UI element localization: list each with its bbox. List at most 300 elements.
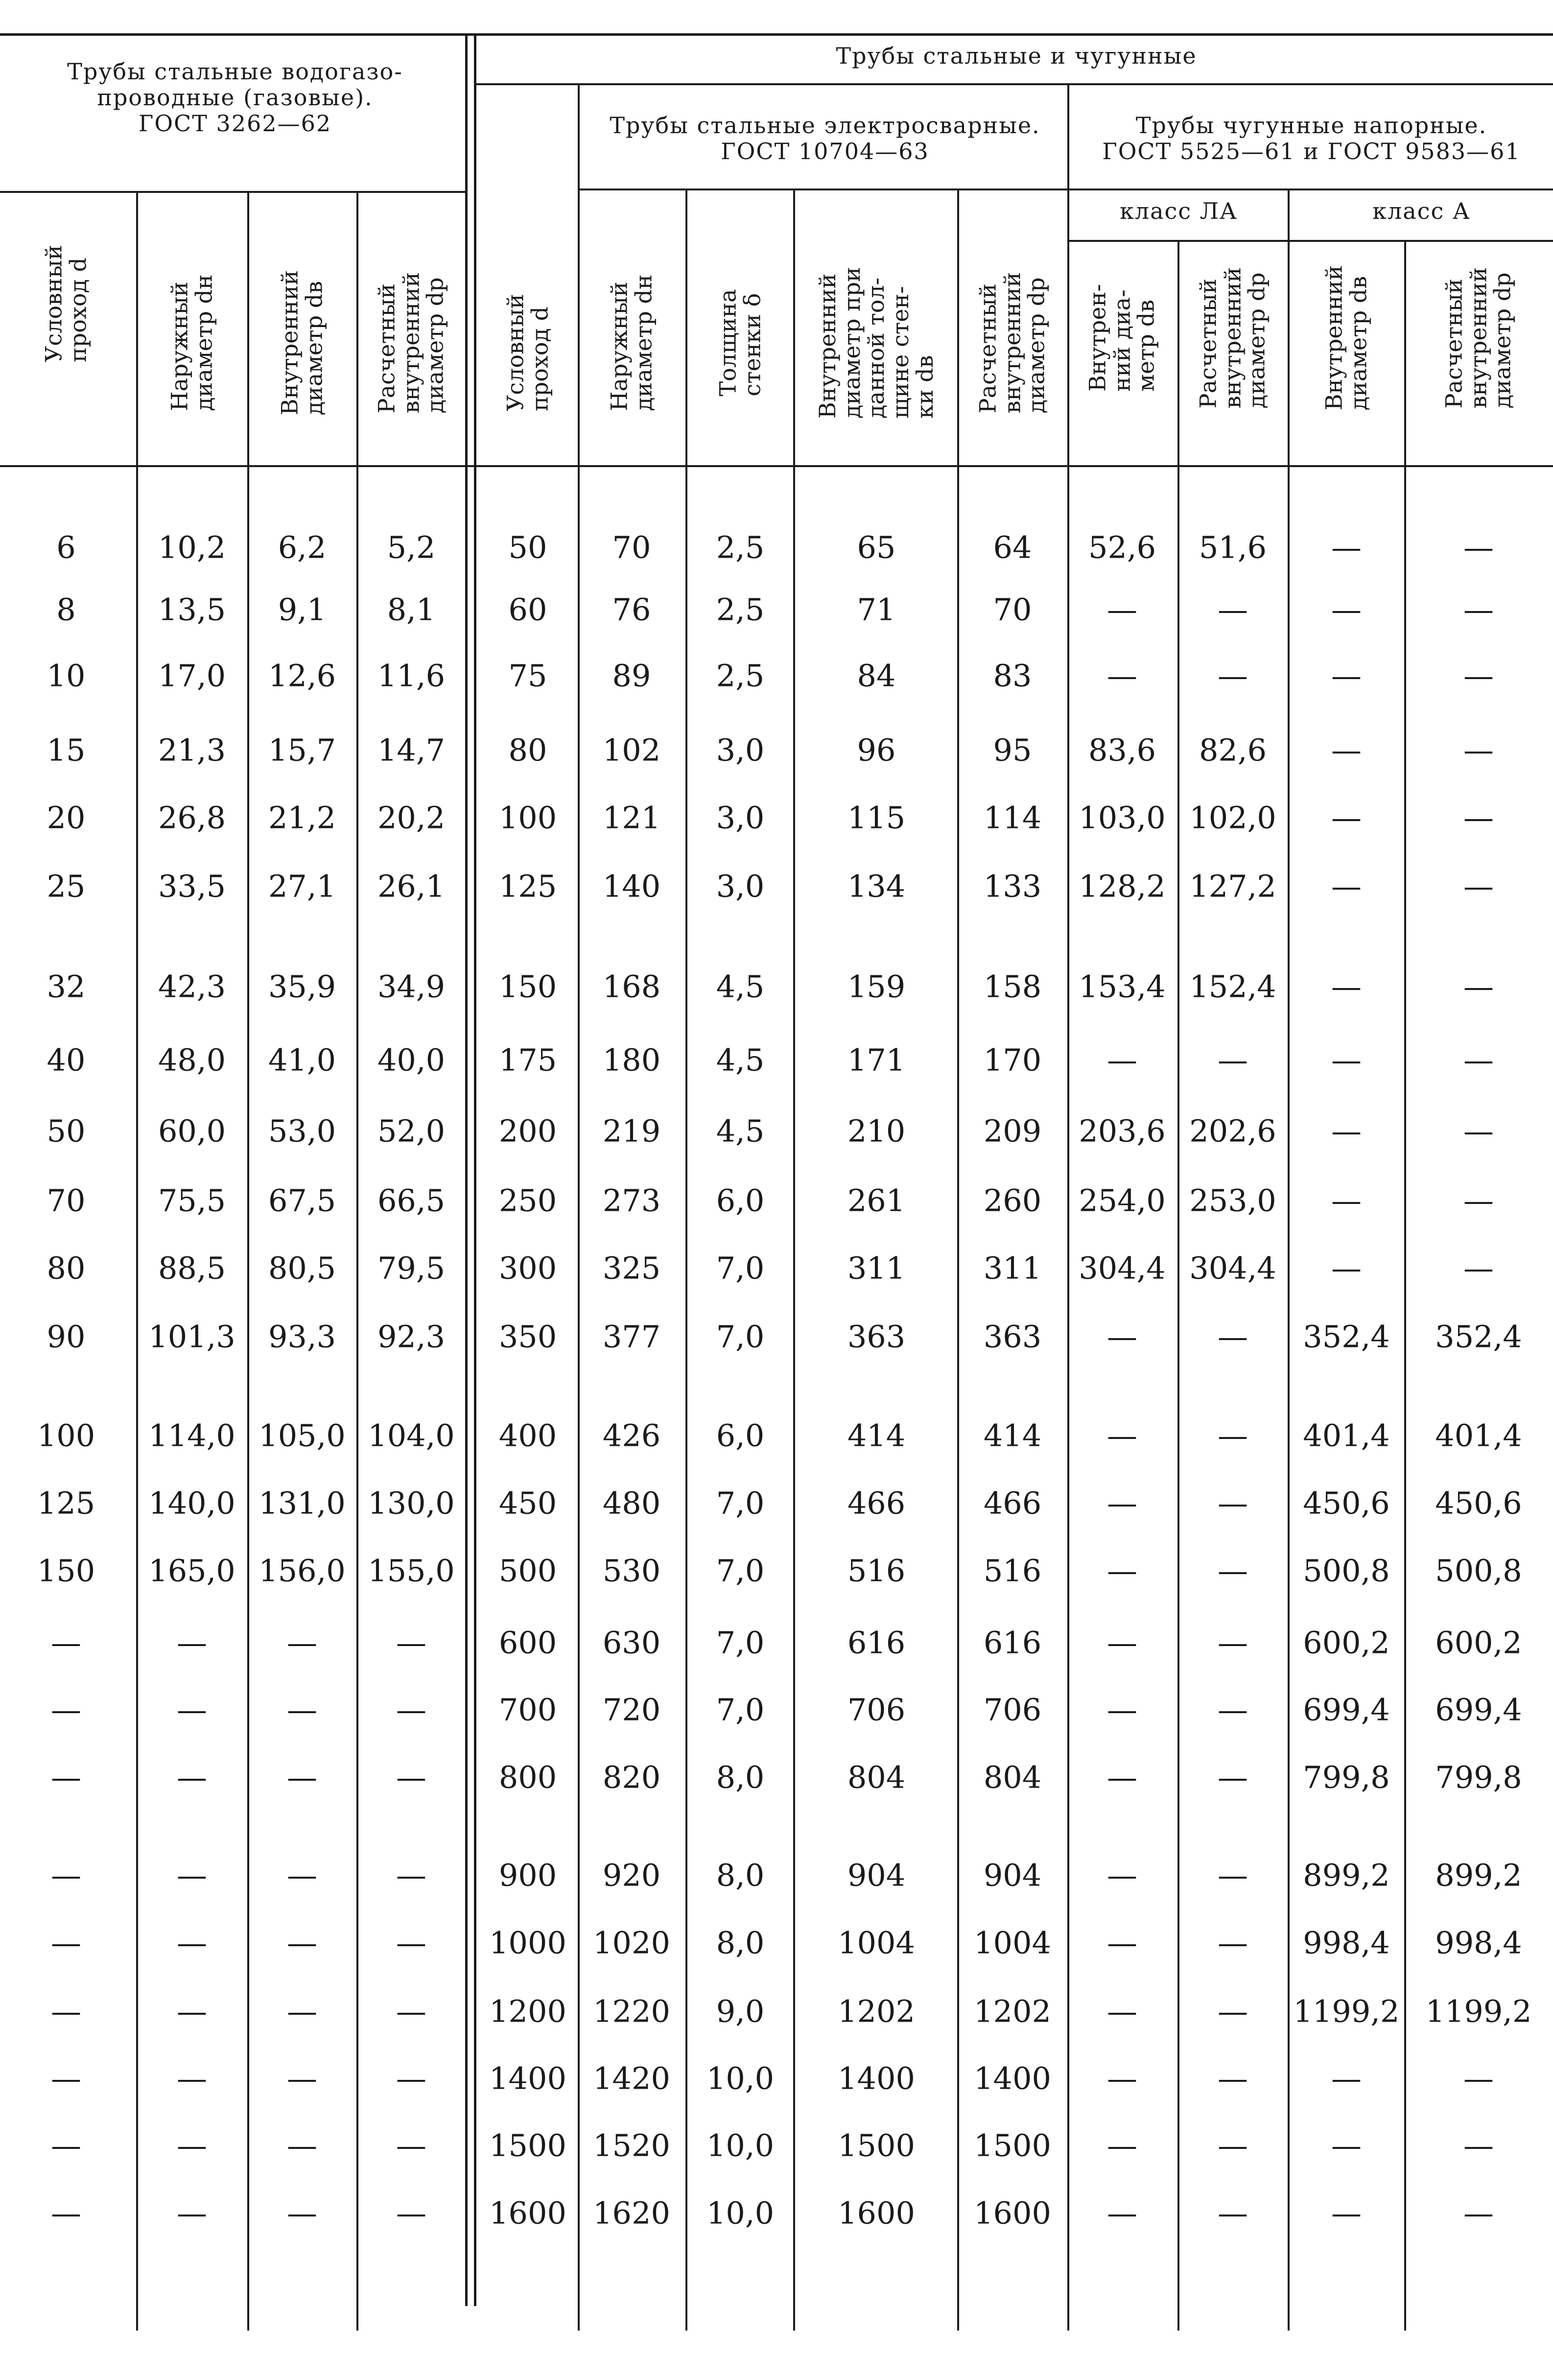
table-cell: — — [1218, 1319, 1248, 1355]
table-cell: — — [1463, 1042, 1494, 1078]
table-cell: 401,4 — [1303, 1417, 1390, 1454]
table-cell: 260 — [983, 1182, 1042, 1219]
table-cell: 26,8 — [158, 800, 226, 836]
table-cell: 7,0 — [716, 1553, 765, 1589]
table-cell: — — [1331, 800, 1362, 836]
table-cell: 80,5 — [268, 1250, 336, 1286]
table-cell: 700 — [498, 1692, 557, 1728]
table-cell: — — [1218, 2060, 1248, 2097]
column-label-12: Внутренний диаметр dв — [1320, 265, 1371, 411]
table-cell: 48,0 — [158, 1042, 226, 1078]
table-cell: — — [287, 2127, 317, 2164]
table-cell: — — [1463, 658, 1494, 694]
table-cell: 90 — [47, 1319, 86, 1355]
table-cell: 1000 — [489, 1925, 566, 1961]
table-cell: — — [1463, 868, 1494, 904]
table-cell: 96 — [857, 732, 896, 768]
table-cell: 466 — [983, 1485, 1042, 1521]
table-cell: 10,2 — [158, 529, 226, 566]
table-cell: 140 — [602, 868, 661, 904]
left-header-rule — [0, 191, 465, 193]
table-cell: 1500 — [489, 2127, 566, 2164]
table-cell: 76 — [612, 591, 651, 628]
table-cell: — — [1218, 1485, 1248, 1521]
table-cell: 530 — [602, 1553, 661, 1589]
table-cell: — — [1107, 591, 1137, 628]
table-cell: 84 — [857, 658, 896, 694]
table-cell: 1220 — [593, 1993, 670, 2029]
table-cell: 40,0 — [377, 1042, 446, 1078]
right-group-rule — [476, 83, 1553, 85]
table-cell: 1004 — [974, 1925, 1051, 1961]
table-cell: — — [1218, 1759, 1248, 1795]
table-cell: 11,6 — [377, 658, 446, 694]
table-cell: 158 — [983, 968, 1042, 1005]
table-cell: — — [1107, 1417, 1137, 1454]
table-cell: 4,5 — [716, 968, 765, 1005]
table-cell: 9,1 — [278, 591, 327, 628]
table-cell: — — [287, 1692, 317, 1728]
table-cell: 83,6 — [1088, 732, 1156, 768]
table-cell: 104,0 — [368, 1417, 455, 1454]
table-cell: 41,0 — [268, 1042, 336, 1078]
table-cell: 130,0 — [368, 1485, 455, 1521]
table-cell: 35,9 — [268, 968, 336, 1005]
table-cell: — — [1331, 732, 1362, 768]
table-cell: 165,0 — [148, 1553, 235, 1589]
table-cell: 311 — [983, 1250, 1042, 1286]
table-cell: 1500 — [974, 2127, 1051, 2164]
table-cell: 26,1 — [377, 868, 446, 904]
table-cell: 150 — [498, 968, 557, 1005]
table-cell: — — [51, 2060, 81, 2097]
table-cell: 500,8 — [1435, 1553, 1522, 1589]
table-cell: — — [1107, 1485, 1137, 1521]
col-line-9 — [1177, 240, 1179, 2331]
table-cell: 102,0 — [1189, 800, 1276, 836]
table-cell: 400 — [498, 1417, 557, 1454]
table-cell: 70 — [612, 529, 651, 566]
table-cell: 32 — [47, 968, 86, 1005]
table-cell: 89 — [612, 658, 651, 694]
column-label-2: Наружный диаметр dн — [166, 274, 217, 411]
table-cell: — — [177, 1857, 207, 1893]
table-cell: — — [177, 1759, 207, 1795]
table-cell: 6,2 — [278, 529, 327, 566]
table-cell: 125 — [37, 1485, 95, 1521]
table-cell: 7,0 — [716, 1250, 765, 1286]
table-cell: 616 — [983, 1625, 1042, 1661]
table-cell: — — [1331, 1182, 1362, 1219]
top-rule — [0, 33, 1553, 36]
table-cell: 156,0 — [259, 1553, 346, 1589]
table-cell: 9,0 — [716, 1993, 765, 2029]
table-cell: 7,0 — [716, 1319, 765, 1355]
table-cell: — — [1218, 591, 1248, 628]
column-label-10: Внутрен- ний диа- метр dв — [1084, 284, 1159, 392]
table-cell: — — [51, 1759, 81, 1795]
table-cell: 4,5 — [716, 1042, 765, 1078]
table-cell: 159 — [847, 968, 906, 1005]
table-cell: 706 — [847, 1692, 906, 1728]
table-cell: — — [396, 1993, 426, 2029]
table-cell: 6,0 — [716, 1417, 765, 1454]
table-cell: 13,5 — [158, 591, 226, 628]
table-cell: — — [51, 1692, 81, 1728]
table-cell: — — [287, 2060, 317, 2097]
group-right-title: Трубы стальные и чугунные — [836, 43, 1197, 69]
table-cell: — — [1463, 1250, 1494, 1286]
table-cell: — — [1218, 1553, 1248, 1589]
table-cell: 40 — [47, 1042, 86, 1078]
table-cell: — — [1331, 2127, 1362, 2164]
col-line-2 — [247, 191, 249, 2331]
table-cell: 21,2 — [268, 800, 336, 836]
table-cell: — — [396, 1759, 426, 1795]
table-cell: — — [287, 1625, 317, 1661]
table-cell: — — [1107, 1993, 1137, 2029]
table-cell: — — [396, 1692, 426, 1728]
table-cell: 15,7 — [268, 732, 336, 768]
table-cell: 10 — [47, 658, 86, 694]
table-cell: 80 — [508, 732, 547, 768]
table-cell: 1500 — [838, 2127, 915, 2164]
table-cell: 125 — [498, 868, 557, 904]
col-line-7 — [957, 189, 959, 2331]
table-cell: 150 — [37, 1553, 95, 1589]
col-line-8 — [1067, 83, 1069, 2331]
table-cell: 79,5 — [377, 1250, 446, 1286]
table-cell: 1620 — [593, 2195, 670, 2231]
table-cell: 168 — [602, 968, 661, 1005]
table-cell: 350 — [498, 1319, 557, 1355]
table-cell: — — [1107, 1553, 1137, 1589]
table-cell: 720 — [602, 1692, 661, 1728]
table-cell: 1600 — [974, 2195, 1051, 2231]
table-cell: 1199,2 — [1293, 1993, 1400, 2029]
table-cell: — — [1218, 1993, 1248, 2029]
table-cell: — — [177, 1692, 207, 1728]
table-cell: 171 — [847, 1042, 906, 1078]
sub-cast-title: Трубы чугунные напорные. ГОСТ 5525—61 и ГОСТ 9583—61 — [1102, 112, 1521, 165]
table-cell: 401,4 — [1435, 1417, 1522, 1454]
table-cell: 200 — [498, 1113, 557, 1149]
table-cell: — — [1331, 2060, 1362, 2097]
table-cell: — — [177, 1993, 207, 2029]
table-cell: 300 — [498, 1250, 557, 1286]
table-cell: — — [1218, 1692, 1248, 1728]
table-cell: 8 — [56, 591, 76, 628]
table-cell: 114,0 — [148, 1417, 235, 1454]
table-cell: 175 — [498, 1042, 557, 1078]
table-cell: 904 — [847, 1857, 906, 1893]
table-cell: 273 — [602, 1182, 661, 1219]
table-cell: 64 — [993, 529, 1032, 566]
table-cell: 66,5 — [377, 1182, 446, 1219]
table-cell: — — [1218, 1925, 1248, 1961]
table-cell: 95 — [993, 732, 1032, 768]
table-cell: 600,2 — [1435, 1625, 1522, 1661]
table-cell: — — [1107, 2127, 1137, 2164]
table-cell: — — [1331, 1042, 1362, 1078]
table-cell: 3,0 — [716, 868, 765, 904]
table-cell: 500,8 — [1303, 1553, 1390, 1589]
table-cell: — — [1463, 2060, 1494, 2097]
table-cell: 33,5 — [158, 868, 226, 904]
col-line-10 — [1288, 189, 1290, 2331]
table-cell: 706 — [983, 1692, 1042, 1728]
table-cell: 426 — [602, 1417, 661, 1454]
table-cell: 180 — [602, 1042, 661, 1078]
table-cell: — — [1463, 529, 1494, 566]
table-cell: 50 — [47, 1113, 86, 1149]
table-cell: — — [177, 2127, 207, 2164]
table-cell: 480 — [602, 1485, 661, 1521]
table-cell: 133 — [983, 868, 1042, 904]
table-cell: 88,5 — [158, 1250, 226, 1286]
table-cell: — — [51, 1625, 81, 1661]
group-divider-left — [465, 34, 468, 2306]
table-cell: — — [1107, 658, 1137, 694]
table-cell: — — [396, 2127, 426, 2164]
table-cell: 800 — [498, 1759, 557, 1795]
table-cell: 1200 — [489, 1993, 566, 2029]
table-cell: 83 — [993, 658, 1032, 694]
table-cell: — — [1463, 2195, 1494, 2231]
table-cell: 203,6 — [1079, 1113, 1166, 1149]
table-cell: 466 — [847, 1485, 906, 1521]
table-cell: 67,5 — [268, 1182, 336, 1219]
table-cell: 101,3 — [148, 1319, 235, 1355]
group-left-title: Трубы стальные водогазо- проводные (газовые). ГОСТ 3262—62 — [67, 58, 403, 137]
table-cell: — — [51, 2195, 81, 2231]
table-cell: 7,0 — [716, 1485, 765, 1521]
table-cell: 998,4 — [1435, 1925, 1522, 1961]
table-cell: 93,3 — [268, 1319, 336, 1355]
class-rule — [1067, 240, 1553, 242]
table-cell: 202,6 — [1189, 1113, 1276, 1149]
table-cell: 210 — [847, 1113, 906, 1149]
table-cell: — — [1107, 2060, 1137, 2097]
table-cell: 170 — [983, 1042, 1042, 1078]
table-cell: 60,0 — [158, 1113, 226, 1149]
table-cell: 10,0 — [706, 2195, 775, 2231]
table-cell: — — [1331, 658, 1362, 694]
table-cell: — — [1331, 1250, 1362, 1286]
table-cell: 630 — [602, 1625, 661, 1661]
table-cell: 1202 — [838, 1993, 915, 2029]
table-cell: 10,0 — [706, 2060, 775, 2097]
table-cell: 799,8 — [1303, 1759, 1390, 1795]
table-cell: — — [1331, 1113, 1362, 1149]
col-line-3 — [356, 191, 358, 2331]
table-cell: 1004 — [838, 1925, 915, 1961]
table-cell: 121 — [602, 800, 661, 836]
table-cell: 140,0 — [148, 1485, 235, 1521]
table-cell: — — [51, 1993, 81, 2029]
table-cell: 8,0 — [716, 1759, 765, 1795]
table-cell: 128,2 — [1079, 868, 1166, 904]
column-label-4: Расчетный внутренний диаметр dр — [373, 272, 448, 414]
table-cell: — — [1218, 1857, 1248, 1893]
table-cell: 261 — [847, 1182, 906, 1219]
table-cell: 65 — [857, 529, 896, 566]
table-cell: 15 — [47, 732, 86, 768]
table-cell: 219 — [602, 1113, 661, 1149]
class-a-label: класс А — [1372, 198, 1471, 224]
col-line-1 — [136, 191, 138, 2331]
table-cell: 50 — [508, 529, 547, 566]
table-cell: 1199,2 — [1425, 1993, 1532, 2029]
table-cell: — — [1107, 1925, 1137, 1961]
table-cell: — — [287, 1993, 317, 2029]
table-cell: 2,5 — [716, 591, 765, 628]
header-bottom-rule — [0, 465, 1553, 467]
table-cell: 804 — [847, 1759, 906, 1795]
table-cell: 127,2 — [1189, 868, 1276, 904]
table-cell: 92,3 — [377, 1319, 446, 1355]
table-cell: 900 — [498, 1857, 557, 1893]
table-cell: — — [177, 1625, 207, 1661]
table-cell: — — [1218, 1625, 1248, 1661]
table-cell: 20,2 — [377, 800, 446, 836]
table-cell: 500 — [498, 1553, 557, 1589]
table-cell: 52,6 — [1088, 529, 1156, 566]
table-cell: — — [51, 1857, 81, 1893]
table-cell: — — [1331, 968, 1362, 1005]
table-cell: 209 — [983, 1113, 1042, 1149]
table-cell: 1600 — [838, 2195, 915, 2231]
table-cell: 42,3 — [158, 968, 226, 1005]
table-cell: — — [287, 1857, 317, 1893]
table-cell: — — [1107, 1759, 1137, 1795]
table-cell: — — [51, 2127, 81, 2164]
table-cell: — — [1218, 2195, 1248, 2231]
table-cell: 82,6 — [1199, 732, 1267, 768]
table-cell: 250 — [498, 1182, 557, 1219]
table-cell: 4,5 — [716, 1113, 765, 1149]
table-cell: 304,4 — [1189, 1250, 1276, 1286]
table-cell: — — [287, 1925, 317, 1961]
table-cell: 8,0 — [716, 1925, 765, 1961]
col-line-6 — [793, 189, 795, 2331]
table-cell: 1600 — [489, 2195, 566, 2231]
table-cell: 75 — [508, 658, 547, 694]
table-cell: 325 — [602, 1250, 661, 1286]
table-cell: 352,4 — [1435, 1319, 1522, 1355]
table-cell: — — [1107, 2195, 1137, 2231]
table-cell: 103,0 — [1079, 800, 1166, 836]
table-cell: 998,4 — [1303, 1925, 1390, 1961]
table-cell: 131,0 — [259, 1485, 346, 1521]
table-cell: 516 — [983, 1553, 1042, 1589]
table-cell: 450 — [498, 1485, 557, 1521]
table-cell: — — [1463, 591, 1494, 628]
table-cell: 2,5 — [716, 529, 765, 566]
table-cell: 152,4 — [1189, 968, 1276, 1005]
table-cell: 414 — [847, 1417, 906, 1454]
table-cell: 80 — [47, 1250, 86, 1286]
table-cell: — — [396, 1625, 426, 1661]
table-cell: 7,0 — [716, 1625, 765, 1661]
table-cell: 699,4 — [1435, 1692, 1522, 1728]
column-label-7: Толщина стенки δ — [714, 289, 765, 397]
table-cell: — — [1218, 658, 1248, 694]
table-cell: 7,0 — [716, 1692, 765, 1728]
table-cell: — — [1331, 868, 1362, 904]
table-cell: — — [287, 2195, 317, 2231]
table-cell: — — [1463, 1113, 1494, 1149]
col-line-5 — [685, 189, 687, 2331]
table-cell: — — [1107, 1857, 1137, 1893]
table-cell: 820 — [602, 1759, 661, 1795]
column-label-13: Расчетный внутренний диаметр dр — [1440, 267, 1516, 409]
column-label-6: Наружный диаметр dн — [606, 274, 657, 411]
table-cell: — — [1463, 800, 1494, 836]
table-cell: 114 — [983, 800, 1042, 836]
table-cell: 3,0 — [716, 732, 765, 768]
table-cell: 102 — [602, 732, 661, 768]
group-divider-right — [474, 34, 476, 2306]
table-cell: 904 — [983, 1857, 1042, 1893]
table-cell: 71 — [857, 591, 896, 628]
table-cell: 377 — [602, 1319, 661, 1355]
table-cell: — — [1107, 1692, 1137, 1728]
table-cell: 155,0 — [368, 1553, 455, 1589]
subgroup-rule — [578, 189, 1553, 190]
table-cell: 311 — [847, 1250, 906, 1286]
column-label-1: Условный проход d — [40, 245, 91, 362]
table-cell: 21,3 — [158, 732, 226, 768]
table-cell: 516 — [847, 1553, 906, 1589]
table-cell: 363 — [847, 1319, 906, 1355]
table-cell: 60 — [508, 591, 547, 628]
table-cell: 8,0 — [716, 1857, 765, 1893]
table-cell: — — [1463, 1182, 1494, 1219]
table-cell: 600 — [498, 1625, 557, 1661]
table-cell: — — [1218, 1042, 1248, 1078]
table-cell: 20 — [47, 800, 86, 836]
table-cell: 804 — [983, 1759, 1042, 1795]
table-cell: 105,0 — [259, 1417, 346, 1454]
table-cell: 70 — [47, 1182, 86, 1219]
table-cell: 115 — [847, 800, 906, 836]
table-cell: 70 — [993, 591, 1032, 628]
table-cell: 1520 — [593, 2127, 670, 2164]
table-cell: 5,2 — [387, 529, 436, 566]
table-cell: — — [287, 1759, 317, 1795]
table-cell: 100 — [498, 800, 557, 836]
table-cell: 699,4 — [1303, 1692, 1390, 1728]
table-cell: 1202 — [974, 1993, 1051, 2029]
column-label-8: Внутренний диаметр при данной тол- щине стен- ки dв — [814, 267, 938, 419]
table-cell: — — [1463, 968, 1494, 1005]
table-cell: 6 — [56, 529, 76, 566]
sub-steel-title: Трубы стальные электросварные. ГОСТ 10704—63 — [610, 112, 1040, 165]
table-cell: — — [396, 2195, 426, 2231]
table-cell: 363 — [983, 1319, 1042, 1355]
table-cell: 134 — [847, 868, 906, 904]
table-cell: 75,5 — [158, 1182, 226, 1219]
column-label-11: Расчетный внутренний диаметр dр — [1195, 267, 1270, 409]
table-cell: 25 — [47, 868, 86, 904]
table-cell: 34,9 — [377, 968, 446, 1005]
table-cell: 17,0 — [158, 658, 226, 694]
column-label-5: Условный проход d — [502, 294, 553, 411]
table-cell: 153,4 — [1079, 968, 1166, 1005]
table-cell: 53,0 — [268, 1113, 336, 1149]
table-cell: 12,6 — [268, 658, 336, 694]
